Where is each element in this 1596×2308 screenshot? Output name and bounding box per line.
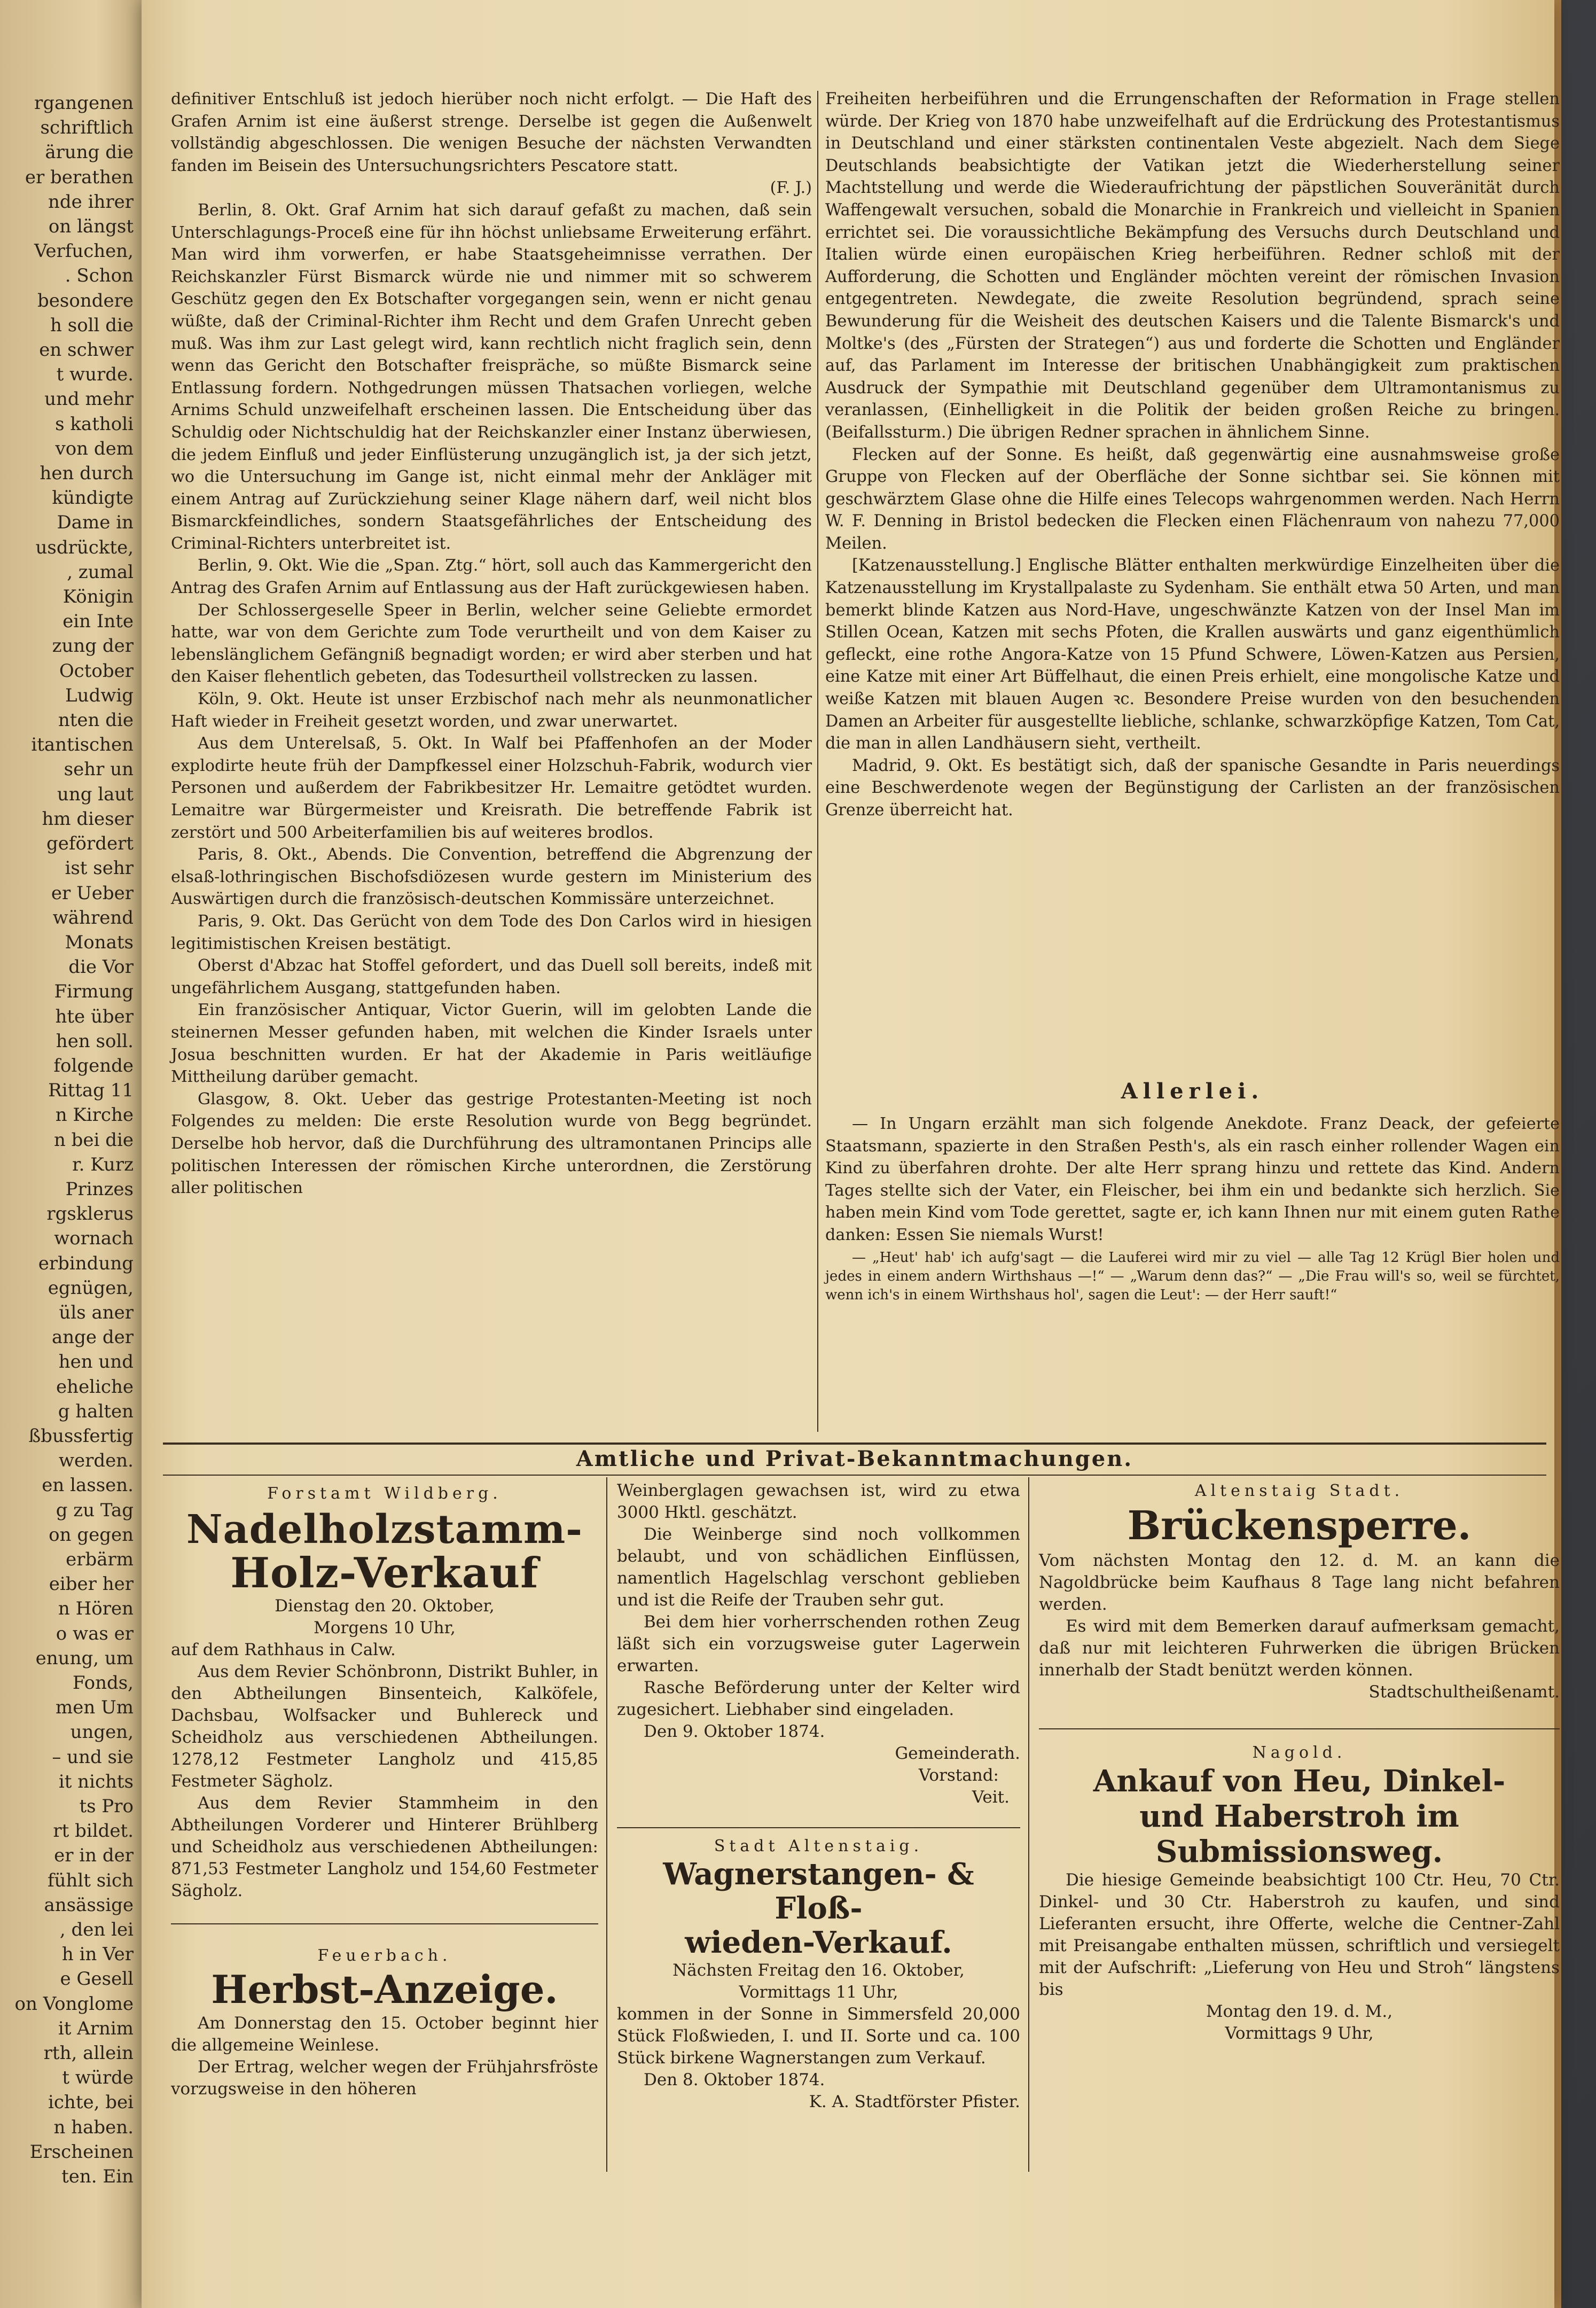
ad5-body: Vom nächsten Montag den 12. d. M. an kann die Nagoldbrücke beim Kaufhaus 8 Tage lang nicht befahren werden. — [1039, 1551, 1560, 1614]
ad-feuerbach — [171, 1945, 598, 2100]
ad6-title-line3: Submissionsweg. — [1155, 1834, 1443, 1869]
previous-page-line: rth, allein — [43, 2042, 134, 2064]
ad3-para3: Bei dem hier vorherrschenden rothen Zeug läßt sich ein vorzugsweise guter Lagerwein erwarten. — [617, 1612, 1020, 1675]
ad4-date: Den 8. Oktober 1874. — [644, 2070, 825, 2089]
previous-page-line: Rittag 11 — [48, 1080, 134, 1102]
previous-page-line: Königin — [62, 586, 134, 608]
ad3-body: Weinberglagen gewachsen ist, wird zu etwa 3000 Hktl. geschätzt. — [617, 1481, 1020, 1522]
ad4-title-line1: Wagnerstangen- & Floß- — [663, 1857, 974, 1926]
article-paragraph: Berlin, 8. Okt. Graf Arnim hat sich darauf gefaßt zu machen, daß sein Unterschlagungs-Proceß eine für ihn höchst unliebsame Erweiterung erfährt. Man wird ihm vorwerfen, er habe Staatsgeheimnisse verrathen. Der Reichskanzler Fürst Bismarck würde nie und nimmer mit so schwerem Geschütz gegen den Ex Botschafter vorgegangen sein, wenn er nicht genau wüßte, daß der Criminal-Richter ihm Recht und dem Grafen Unrecht geben muß. Was ihm zur Last gelegt wird, kann rechtlich nicht fraglich sein, denn wenn das Gericht den Botschafter freispräche, so müßte Bismarck seine Entlassung fordern. Nothgedrungen müssen Thatsachen vorliegen, welche Arnims Schuld unzweifelhaft erscheinen lassen. Die Entscheidung über das Schuldig oder Nichtschuldig hat der Reichskanzler einer Instanz überwiesen, die jedem Einfluß und jeder Einflüsterung unzugänglich ist, ja der sich jetzt, wo die Untersuchung im Gange ist, nicht einmal mehr der Ankläger mit einem Antrag auf Zurückziehung seiner Klage nähern darf, weil nicht blos Bismarckfeindliches, sondern Staatsgefährliches der Entscheidung des Criminal-Richters unterbreitet ist. — [171, 200, 812, 553]
ad-nagold-heu-stroh — [1039, 1742, 1560, 2045]
previous-page-line: folgende — [53, 1055, 134, 1077]
ad1-title-line1: Nadelholzstamm- — [186, 1507, 583, 1553]
previous-page-line: g halten — [58, 1400, 134, 1422]
previous-page-line: nde ihrer — [48, 191, 134, 213]
allerlei-section — [825, 1077, 1560, 1305]
ad-divider-1 — [606, 1477, 607, 2172]
previous-page-line: h soll die — [50, 314, 134, 336]
previous-page-line: ten. Ein — [61, 2166, 134, 2188]
previous-page-line: Monats — [65, 931, 134, 953]
previous-page-line: ßbussfertig — [28, 1425, 134, 1447]
previous-page-text — [0, 91, 134, 2189]
ad-forstamt-wildberg — [171, 1483, 598, 1902]
previous-page-line: on Vonglome — [14, 1993, 134, 2015]
article-paragraph: [Katzenausstellung.] Englische Blätter enthalten merkwürdige Einzelheiten über die Katzenausstellung im Krystallpalaste zu Sydenham. Sie enthält etwa 50 Arten, und man bemerkt blinde Katzen aus Nord-Have, ungeschwänzte Katzen von der Insel Man im Stillen Ocean, Katzen mit sechs Pfoten, die Krallen auswärts und ganz eigenthümlich gefleckt, eine rothe Angora-Katze von 15 Pfund Schwere, Löwen-Katzen aus Persien, eine Katze mit einer Art Büffelhaut, die einen Preis erhielt, eine mongolische Katze und weiße Katzen mit blauen Augen ꝛc. Besondere Preise wurden von den besuchenden Damen an Arbeiter für ausgestellte liebliche, schlanke, schwarzköpfige Katzen, Tom Cat, die man in allen Landhäusern sieht, vertheilt. — [825, 556, 1560, 753]
previous-page-line: er in der — [54, 1845, 134, 1867]
previous-page-line: eheliche — [56, 1376, 134, 1398]
ad4-time-line: Vormittags 11 Uhr, — [739, 1983, 898, 2002]
article-paragraph: Glasgow, 8. Okt. Ueber das gestrige Protestanten-Meeting ist noch Folgendes zu melden: Die erste Resolution wurde von Begg begründet. Derselbe hob hervor, daß die Durchführung des ultramontanen Princips alle politischen Interessen der römischen Kirche unterordnen, die Zerstörung aller politischen — [171, 1089, 812, 1198]
previous-page-line: wornach — [54, 1228, 134, 1250]
previous-page-line: t wurde. — [56, 364, 134, 386]
previous-page-line: Ludwig — [65, 684, 134, 706]
ad2-title: Herbst-Anzeige. — [211, 1967, 558, 2012]
previous-page-line: enung, um — [35, 1647, 134, 1669]
ad-feuerbach-continued — [617, 1480, 1020, 1808]
previous-page-line: h in Ver — [61, 1944, 134, 1966]
article-paragraph: Madrid, 9. Okt. Es bestätigt sich, daß der spanische Gesandte in Paris neuerdings eine Beschwerdenote wegen der Begünstigung der Carlisten an der französischen Grenze überreicht hat. — [825, 756, 1560, 820]
ad1-body2: Aus dem Revier Stammheim in den Abtheilungen Vorderer und Hinterer Brühlberg und Scheidholz aus verschiedenen Abtheilungen: 871,53 Festmeter Langholz und 154,60 Festmeter Sägholz. — [171, 1794, 598, 1900]
previous-page-line: gefördert — [46, 833, 134, 855]
previous-page-line: en schwer — [39, 339, 134, 361]
previous-page-line: n Kirche — [55, 1104, 134, 1126]
ad-divider-middle — [617, 1827, 1020, 1828]
previous-page-line: rt bildet. — [53, 1820, 134, 1842]
section-rule-bottom — [163, 1475, 1546, 1476]
section-rule-top — [163, 1442, 1546, 1445]
ad1-office: Forstamt Wildberg. — [267, 1484, 502, 1503]
article-paragraph: Der Schlossergeselle Speer in Berlin, welcher seine Geliebte ermordet hatte, war von dem Gerichte zum Tode verurtheilt und von dem Kaiser zu lebenslänglichem Gefängniß begnadigt worden; er wird aber sterben und hat den Kaiser flehentlich gebeten, das Todesurtheil vollstrecken zu lassen. — [171, 601, 812, 687]
previous-page-line: Firmung — [54, 981, 134, 1003]
column-left — [171, 88, 812, 1199]
previous-page-line: usdrückte, — [35, 536, 134, 558]
previous-page-line: fühlt sich — [48, 1869, 134, 1891]
previous-page-line: it nichts — [58, 1771, 134, 1792]
article-paragraph: Köln, 9. Okt. Heute ist unser Erzbischof nach mehr als neunmonatlicher Haft wieder in Freiheit gesetzt worden, und zwar unerwartet. — [171, 690, 812, 731]
ad5-signature: Stadtschultheißenamt. — [1368, 1682, 1560, 1702]
ad3-para2: Die Weinberge sind noch vollkommen belaubt, und von schädlichen Einflüssen, namentlich Hagelschlag verschont geblieben und ist die Reife der Trauben sehr gut. — [617, 1525, 1020, 1610]
previous-page-line: üls aner — [59, 1301, 134, 1323]
previous-page-line: hte über — [55, 1005, 134, 1027]
ad3-para4: Rasche Beförderung unter der Kelter wird zugesichert. Liebhaber sind eingeladen. — [617, 1678, 1020, 1719]
previous-page-line: hen und — [58, 1351, 134, 1373]
column-divider — [817, 91, 818, 1432]
ad6-title-line2: und Haberstroh im — [1139, 1799, 1459, 1834]
ad1-date: Dienstag den 20. Oktober, — [275, 1596, 495, 1616]
ad5-title: Brückensperre. — [1127, 1503, 1472, 1549]
previous-page-line: g zu Tag — [56, 1499, 134, 1521]
previous-page-line: er Ueber — [51, 882, 134, 904]
previous-page-line: rgangenen — [34, 92, 134, 114]
ad1-location: auf dem Rathhaus in Calw. — [171, 1640, 396, 1659]
article-paragraph: Ein französischer Antiquar, Victor Guerin, will im gelobten Lande die steinernen Messer gefunden haben, mit welchen die Kinder Israels unter Josua beschnitten wurden. Er hat der Akademie in Paris weitläufige Mittheilung darüber gemacht. — [171, 1001, 812, 1087]
previous-page-line: egnügen, — [48, 1277, 134, 1299]
article-paragraph: Freiheiten herbeiführen und die Errungenschaften der Reformation in Frage stellen würde. Der Krieg von 1870 habe unzweifelhaft auf die Erdrückung des Protestantismus in Deutschland und einer stärksten continentalen Veste abgezielt. Nach dem Siege Deutschlands beabsichtigte der Vatikan jetzt die Wiederherstellung seiner Machtstellung und werde die Wiederaufrichtung der päpstlichen Souveränität durch Waffengewalt versuchen, sobald die Monarchie in Frankreich und vielleicht in Spanien errichtet sei. Die voraussichtliche Bekämpfung des Versuchs durch Deutschland und Italien würde einen europäischen Krieg herbeiführen. Redner schloß mit der Aufforderung, die Schotten und Engländer möchten vereint der römischen Invasion entgegentreten. Newdegate, die zweite Resolution begründend, sprach seine Bewunderung für die Weisheit des deutschen Kaisers und die Talente Bismarck's und Moltke's (des „Fürsten der Strategen“) aus und forderte die Schotten und Engländer auf, das Parlament im Interesse der britischen Unabhängigkeit zum praktischen Ausdruck der Sympathie mit Deutschland gegenüber dem Ultramontanismus zu veranlassen, (Einhelligkeit in die Politik der beiden großen Reiche zu bringen. (Beifallssturm.) Die übrigen Redner sprachen in ähnlichem Sinne. — [825, 90, 1560, 442]
previous-page-line: men Um — [56, 1697, 134, 1719]
ad6-deadline-day: Montag den 19. d. M., — [1206, 2002, 1393, 2021]
article-paragraph: Paris, 8. Okt., Abends. Die Convention, betreffend die Abgrenzung der elsaß-lothringischen Bischofsdiözesen wurde gestern im Ministerium des Auswärtigen durch die französisch-deutschen Kommissäre unterzeichnet. — [171, 845, 812, 909]
article-paragraph: Aus dem Unterelsaß, 5. Okt. In Walf bei Pfaffenhofen an der Moder explodirte heute früh der Dampfkessel einer Holzschuh-Fabrik, wodurch vier Personen und außerdem der Fabrikbesitzer Hr. Lemaitre getödtet wurden. Lemaitre war Bürgermeister und Kreisrath. Die betreffende Fabrik ist zerstört und 500 Arbeiterfamilien bis auf weiteres brodlos. — [171, 734, 812, 842]
previous-page-line: , den lei — [59, 1919, 134, 1941]
ad-divider-2 — [1028, 1477, 1029, 2172]
article-paragraph: Berlin, 9. Okt. Wie die „Span. Ztg.“ hört, soll auch das Kammergericht den Antrag des Grafen Arnim auf Entlassung aus der Haft zurückgewiesen haben. — [171, 556, 812, 598]
allerlei-heading: Allerlei. — [1121, 1079, 1264, 1104]
previous-page-line: en lassen. — [42, 1475, 134, 1496]
ad-divider-right — [1039, 1728, 1560, 1729]
ad4-title-line2: wieden-Verkauf. — [685, 1925, 952, 1960]
ad3-sig3: Veit. — [972, 1788, 1010, 1807]
previous-page-line: die Vor — [68, 956, 134, 978]
previous-page-line: sehr un — [64, 759, 134, 781]
ad1-title-line2: Holz-Verkauf — [230, 1549, 539, 1597]
previous-page-line: hen soll. — [56, 1030, 134, 1052]
previous-page-line: erbindung — [38, 1252, 134, 1274]
previous-page-line: Verfuchen, — [34, 240, 134, 262]
previous-page-line: Dame in — [57, 512, 134, 534]
ad4-signature: K. A. Stadtförster Pfister. — [809, 2092, 1020, 2111]
ad1-time: Morgens 10 Uhr, — [314, 1618, 456, 1638]
article-paragraph: Flecken auf der Sonne. Es heißt, daß gegenwärtig eine ausnahmsweise große Gruppe von Flecken auf der Oberfläche der Sonne sichtbar sei. Sie können mit geschwärztem Glase ohne die Hilfe eines Telecops wahrgenommen werden. Nach Herrn W. F. Denning in Bristol bedecken die Flecken einen Flächenraum von nahezu 77,000 Meilen. — [825, 445, 1560, 553]
previous-page-line: und mehr — [44, 388, 134, 410]
previous-page-line: kündigte — [52, 487, 134, 509]
previous-page-line: Erscheinen — [29, 2141, 134, 2163]
previous-page-line: besondere — [37, 290, 134, 311]
ad2-place: Feuerbach. — [317, 1946, 452, 1965]
previous-page-line: ts Pro — [79, 1796, 134, 1818]
previous-page-line: . Schon — [65, 265, 134, 287]
previous-page-line: von dem — [55, 438, 134, 459]
previous-page-line: ichte, bei — [48, 2092, 134, 2114]
ad6-title-line1: Ankauf von Heu, Dinkel- — [1093, 1764, 1506, 1799]
previous-page-line: Prinzes — [65, 1178, 134, 1200]
previous-page-line: t würde — [62, 2067, 134, 2089]
article-paragraph: definitiver Entschluß ist jedoch hierüber noch nicht erfolgt. — Die Haft des Grafen Arnim ist eine äußerst strenge. Derselbe ist gegen die Außenwelt vollständig abgeschlossen. Die wenigen Besuche der nächsten Verwandten fanden im Beisein des Untersuchungsrichters Pescatore statt. — [171, 90, 812, 175]
previous-page-line: o was er — [56, 1623, 134, 1644]
previous-page-line: rgsklerus — [46, 1203, 134, 1225]
previous-page-strip — [0, 0, 160, 2308]
previous-page-line: itantischen — [31, 734, 134, 756]
ad2-line2: Der Ertrag, welcher wegen der Frühjahrsfröste vorzugsweise in den höheren — [171, 2057, 598, 2099]
previous-page-line: ung laut — [57, 783, 134, 805]
previous-page-line: r. Kurz — [72, 1153, 134, 1175]
previous-page-line: n bei die — [53, 1129, 134, 1151]
allerlei-anecdote: — In Ungarn erzählt man sich folgende Anekdote. Franz Deack, der gefeierte Staatsmann, spazierte in den Straßen Pesth's, als ein rasch einher rollender Wagen ein Kind zu überfahren drohte. Der alte Herr sprang hinzu und rettete das Kind. Andern Tages stellte sich der Vater, ein Fleischer, bei ihm ein und bedankte sich herzlich. Sie haben mein Kind vom Tode gerettet, sagte er, ich kann Ihnen nur mit einem guten Rathe danken: Essen Sie niemals Wurst! — [825, 1114, 1560, 1244]
section-title: Amtliche und Privat-Bekanntmachungen. — [576, 1446, 1133, 1471]
ad3-sig2: Vorstand: — [918, 1766, 999, 1785]
ad-brueckensperre — [1039, 1480, 1560, 1703]
previous-page-line: ein Inte — [62, 611, 134, 633]
previous-page-line: hen durch — [40, 463, 134, 485]
ad3-date: Den 9. Oktober 1874. — [644, 1722, 825, 1741]
previous-page-line: it Arnim — [58, 2017, 134, 2039]
previous-page-line: October — [59, 660, 134, 682]
previous-page-line: erbärm — [66, 1548, 134, 1570]
ad4-place: Stadt Altenstaig. — [714, 1837, 924, 1855]
previous-page-line: schriftlich — [40, 117, 134, 139]
previous-page-line: ärung die — [45, 142, 134, 163]
ad1-body: Aus dem Revier Schönbronn, Distrikt Buhler, in den Abtheilungen Binsenteich, Kalköfele, Dachsbau, Wolfsacker und Buhlereck und Scheidholz aus verschiedenen Abtheilungen. 1278,12 Festmeter Langholz und 415,85 Festmeter Sägholz. — [171, 1662, 598, 1791]
ad-divider-left — [171, 1923, 598, 1924]
previous-page-line: e Gesell — [60, 1968, 134, 1990]
ad6-deadline-time: Vormittags 9 Uhr, — [1225, 2024, 1374, 2043]
previous-page-line: werden. — [58, 1450, 134, 1472]
column-right — [825, 88, 1560, 822]
previous-page-line: , zumal — [67, 561, 134, 583]
previous-page-line: eiber her — [49, 1573, 134, 1595]
ad2-line1: Am Donnerstag den 15. October beginnt hier die allgemeine Weinlese. — [171, 2014, 598, 2055]
previous-page-line: n Hören — [58, 1598, 134, 1620]
article-paragraph: Paris, 9. Okt. Das Gerücht von dem Tode des Don Carlos wird in hiesigen legitimistischen Kreisen bestätigt. — [171, 911, 812, 953]
ad-altenstaig-wagnerstangen — [617, 1835, 1020, 2113]
newspaper-page — [142, 0, 1560, 2308]
previous-page-line: n haben. — [53, 2116, 134, 2138]
ad3-sig1: Gemeinderath. — [895, 1744, 1020, 1763]
previous-page-line: ansässige — [44, 1894, 134, 1916]
previous-page-line: ungen, — [70, 1721, 134, 1743]
ad5-para2: Es wird mit dem Bemerken darauf aufmerksam gemacht, daß nur mit leichteren Fuhrwerken die übrigen Brücken innerhalb der Stadt benützt werden können. — [1039, 1617, 1560, 1680]
ad6-body: Die hiesige Gemeinde beabsichtigt 100 Ctr. Heu, 70 Ctr. Dinkel- und 30 Ctr. Haberstroh zu kaufen, und sind Lieferanten ersucht, ihre Offerte, welche die Centner-Zahl mit Preisangabe enthalten müssen, schriftlich und versiegelt mit der Aufschrift: „Lieferung von Heu und Stroh“ längstens bis — [1039, 1870, 1560, 1999]
previous-page-line: ist sehr — [65, 857, 134, 879]
previous-page-line: – und sie — [52, 1746, 134, 1768]
previous-page-line: Fonds, — [72, 1672, 134, 1694]
ad5-place: Altenstaig Stadt. — [1194, 1482, 1404, 1500]
previous-page-line: während — [52, 907, 134, 929]
previous-page-line: s katholi — [55, 413, 134, 435]
previous-page-line: on gegen — [49, 1524, 134, 1546]
allerlei-joke: — „Heut' hab' ich aufg'sagt — die Lauferei wird mir zu viel — alle Tag 12 Krügl Bier holen und jedes in einem andern Wirthshaus —!“ — „Warum denn das?“ — „Die Frau will's so, weil se fürchtet, wenn ich's in einem Wirthshaus hol', sagen die Leut': — der Herr sauft!“ — [825, 1249, 1560, 1303]
article-paragraph: Oberst d'Abzac hat Stoffel gefordert, und das Duell soll bereits, indeß mit ungefährlichem Ausgang, stattgefunden haben. — [171, 956, 812, 997]
previous-page-line: zung der — [52, 635, 134, 657]
previous-page-line: nten die — [58, 709, 134, 731]
article-paragraph: (F. J.) — [770, 178, 812, 198]
previous-page-line: on längst — [48, 216, 134, 238]
previous-page-line: er berathen — [25, 166, 134, 188]
previous-page-line: ange der — [52, 1327, 134, 1348]
ad4-date-line: Nächsten Freitag den 16. Oktober, — [672, 1961, 965, 1980]
ad6-place: Nagold. — [1252, 1743, 1347, 1762]
previous-page-line: hm dieser — [42, 808, 134, 830]
ad4-body: kommen in der Sonne in Simmersfeld 20,000 Stück Floßwieden, I. und II. Sorte und ca. 100 Stück birkene Wagnerstangen zum Verkauf. — [617, 2005, 1020, 2068]
